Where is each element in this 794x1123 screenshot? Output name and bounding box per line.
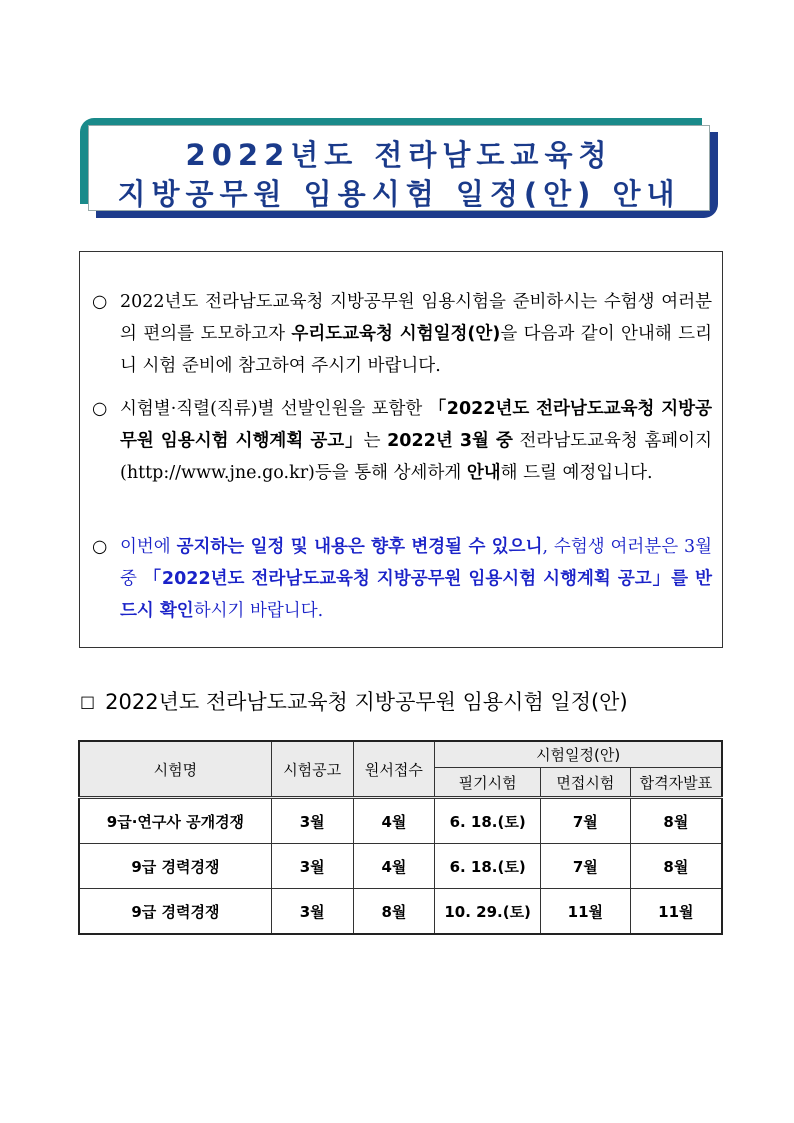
cell-apply: 4월	[353, 844, 435, 889]
notice-item-3	[92, 531, 712, 627]
cell-interview: 11월	[540, 889, 630, 935]
banner-panel	[88, 125, 710, 211]
bold-run: 「2022년도 전라남도교육청 지방공무원 임용시험 시행계획 공고」를 반드시 확인	[120, 569, 713, 621]
cell-exam-name: 9급 경력경쟁	[79, 844, 271, 889]
text-run: 2022년도 전라남도교육청 지방공무원 임용시험을 준비하시는 수험생 여러분의 편의를 도모하고자	[120, 292, 712, 344]
header-application: 원서접수	[353, 741, 435, 798]
title-banner	[80, 118, 718, 218]
cell-notice: 3월	[271, 889, 353, 935]
cell-interview: 7월	[540, 844, 630, 889]
square-bullet-icon: □	[80, 692, 96, 711]
bold-run: 공지하는 일정 및 내용은 향후 변경될 수 있으니	[176, 537, 543, 557]
header-exam-schedule: 시험일정(안)	[435, 741, 722, 768]
cell-result: 8월	[630, 844, 722, 889]
cell-result: 8월	[630, 798, 722, 844]
header-interview: 면접시험	[540, 768, 630, 798]
cell-apply: 4월	[353, 798, 435, 844]
notice-item-2-text	[120, 393, 712, 489]
cell-exam-name: 9급 경력경쟁	[79, 889, 271, 935]
bold-run: 「2022년도 전라남도교육청 지방공무원 임용시험 시행계획 공고」	[120, 399, 712, 451]
header-exam-name: 시험명	[79, 741, 271, 798]
page-title-line1: 2022년도 전라남도교육청	[185, 138, 613, 172]
cell-notice: 3월	[271, 844, 353, 889]
notice-item-1	[92, 286, 712, 382]
cell-written: 10. 29.(토)	[435, 889, 541, 935]
text-run: 는	[363, 431, 388, 451]
bold-run: 우리도교육청 시험일정(안)	[291, 324, 501, 344]
table-row	[79, 844, 722, 889]
notice-item-3-text	[120, 531, 712, 627]
notice-box	[79, 251, 723, 648]
section-title: 2022년도 전라남도교육청 지방공무원 임용시험 일정(안)	[105, 690, 628, 714]
schedule-table	[78, 740, 723, 935]
section-heading	[80, 686, 628, 716]
cell-interview: 7월	[540, 798, 630, 844]
text-run: , 수험생 여러분은 3월 중	[120, 537, 713, 589]
text-run: 하시기 바랍니다.	[193, 601, 324, 621]
text-run: 을 다음과 같이 안내해 드리니 시험 준비에 참고하여 주시기 바랍니다.	[120, 324, 712, 376]
circle-bullet-icon: ○	[92, 399, 108, 419]
table-row	[79, 798, 722, 844]
header-written-exam: 필기시험	[435, 768, 541, 798]
cell-result: 11월	[630, 889, 722, 935]
text-run: 시험별·직렬(직류)별 선발인원을 포함한	[120, 399, 429, 419]
table-row	[79, 889, 722, 935]
header-exam-notice: 시험공고	[271, 741, 353, 798]
text-run: 해 드릴 예정입니다.	[500, 463, 653, 483]
cell-written: 6. 18.(토)	[435, 844, 541, 889]
bold-run: 2022년 3월 중	[387, 431, 513, 451]
text-run: 전라남도교육청 홈페이지(http://www.jne.go.kr)등을 통해 상세하게	[120, 431, 712, 483]
bold-run: 안내	[466, 463, 501, 483]
cell-exam-name: 9급·연구사 공개경쟁	[79, 798, 271, 844]
notice-item-1-text	[120, 286, 712, 382]
page-title-line2: 지방공무원 임용시험 일정(안) 안내	[117, 177, 681, 211]
cell-written: 6. 18.(토)	[435, 798, 541, 844]
circle-bullet-icon: ○	[92, 537, 108, 557]
text-run: 이번에	[120, 537, 177, 557]
cell-notice: 3월	[271, 798, 353, 844]
header-result-announcement: 합격자발표	[630, 768, 722, 798]
notice-item-2	[92, 393, 712, 489]
cell-apply: 8월	[353, 889, 435, 935]
circle-bullet-icon: ○	[92, 292, 108, 312]
